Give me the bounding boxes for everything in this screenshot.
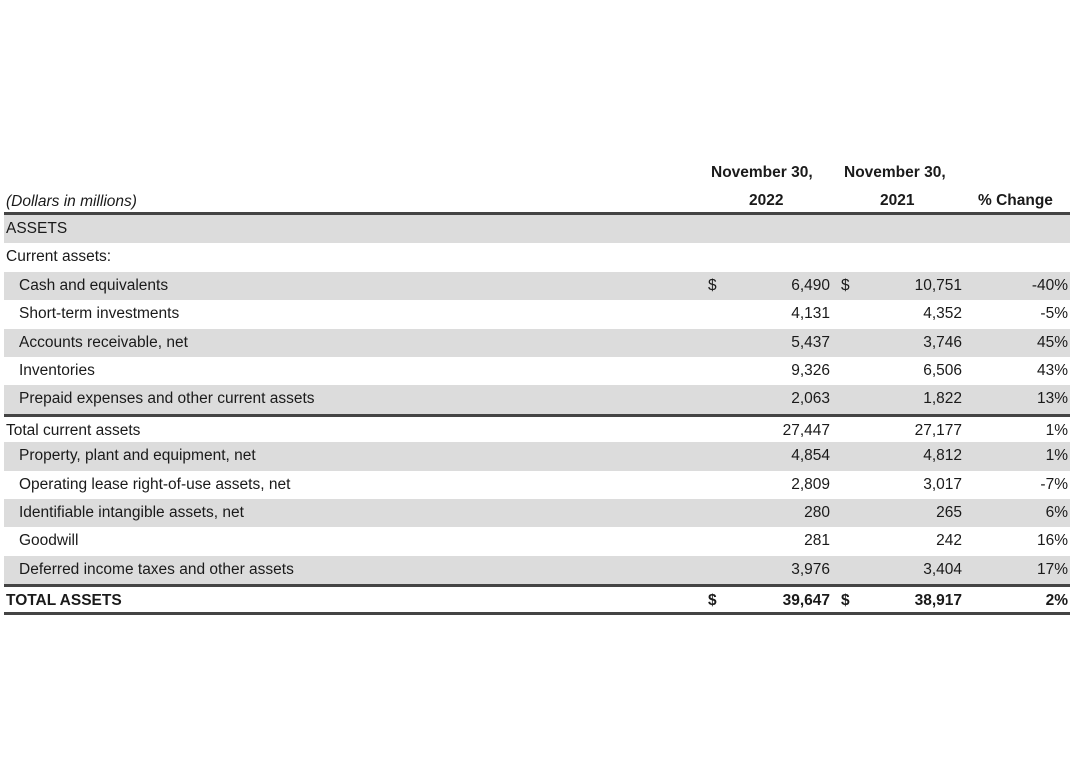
row-label: Total current assets bbox=[6, 421, 141, 439]
pct-change: 43% bbox=[1036, 361, 1068, 379]
row-label: Inventories bbox=[19, 361, 95, 379]
col-2022-header-line1: November 30, bbox=[711, 164, 813, 181]
subheading-current-assets bbox=[4, 243, 1070, 271]
pct-change: 17% bbox=[1036, 560, 1068, 578]
value-2022: 27,447 bbox=[782, 421, 830, 439]
unit-label: (Dollars in millions) bbox=[6, 193, 137, 210]
col-2022-header-line2: 2022 bbox=[749, 192, 784, 209]
value-2022: 39,647 bbox=[782, 592, 830, 610]
pct-change: -7% bbox=[1040, 475, 1068, 493]
row-label: Deferred income taxes and other assets bbox=[19, 560, 294, 578]
table-row bbox=[4, 442, 1070, 470]
dollar-sign: $ bbox=[708, 592, 717, 610]
table-row bbox=[4, 499, 1070, 527]
row-label: Accounts receivable, net bbox=[19, 333, 188, 351]
pct-change: -5% bbox=[1040, 305, 1068, 323]
value-2021: 4,352 bbox=[923, 305, 962, 323]
table-row bbox=[4, 527, 1070, 555]
pct-change: 2% bbox=[1045, 592, 1068, 610]
value-2021: 38,917 bbox=[914, 592, 962, 610]
pct-change: 13% bbox=[1036, 390, 1068, 408]
pct-change: 16% bbox=[1036, 532, 1068, 550]
value-2021: 10,751 bbox=[914, 276, 962, 294]
row-label: Short-term investments bbox=[19, 305, 180, 323]
value-2022: 4,131 bbox=[791, 305, 830, 323]
value-2022: 2,809 bbox=[791, 475, 830, 493]
value-2022: 9,326 bbox=[791, 361, 830, 379]
col-2021-header-line1: November 30, bbox=[844, 164, 946, 181]
value-2021: 3,404 bbox=[923, 560, 962, 578]
pct-change: -40% bbox=[1031, 276, 1068, 294]
row-label: Property, plant and equipment, net bbox=[19, 447, 256, 465]
dollar-sign: $ bbox=[708, 276, 717, 294]
value-2021: 1,822 bbox=[923, 390, 962, 408]
section-heading-assets bbox=[4, 215, 1070, 243]
dollar-sign: $ bbox=[841, 276, 850, 294]
row-label: Cash and equivalents bbox=[19, 276, 169, 294]
row-label: Current assets: bbox=[6, 248, 112, 266]
col-pct-change-header: % Change bbox=[978, 192, 1053, 209]
pct-change: 45% bbox=[1036, 333, 1068, 351]
table-row bbox=[4, 385, 1070, 413]
value-2021: 4,812 bbox=[923, 447, 962, 465]
value-2022: 281 bbox=[804, 532, 830, 550]
value-2021: 3,017 bbox=[923, 475, 962, 493]
table-row bbox=[4, 300, 1070, 328]
value-2022: 6,490 bbox=[791, 276, 830, 294]
value-2022: 2,063 bbox=[791, 390, 830, 408]
balance-sheet-table bbox=[4, 160, 1070, 615]
total-current-assets-row bbox=[4, 414, 1070, 442]
value-2022: 5,437 bbox=[791, 333, 830, 351]
value-2022: 3,976 bbox=[791, 560, 830, 578]
pct-change: 1% bbox=[1045, 447, 1068, 465]
row-label: TOTAL ASSETS bbox=[6, 592, 122, 610]
total-assets-row bbox=[4, 584, 1070, 612]
pct-change: 1% bbox=[1045, 421, 1068, 439]
row-label: Identifiable intangible assets, net bbox=[19, 503, 244, 521]
table-row bbox=[4, 471, 1070, 499]
row-label: ASSETS bbox=[6, 220, 68, 237]
table-row bbox=[4, 329, 1070, 357]
table-header bbox=[4, 160, 1070, 212]
row-label: Prepaid expenses and other current assets bbox=[19, 390, 315, 408]
value-2021: 242 bbox=[936, 532, 962, 550]
table-row bbox=[4, 357, 1070, 385]
row-label: Operating lease right-of-use assets, net bbox=[19, 475, 291, 493]
value-2021: 6,506 bbox=[923, 361, 962, 379]
pct-change: 6% bbox=[1045, 503, 1068, 521]
value-2021: 3,746 bbox=[923, 333, 962, 351]
dollar-sign: $ bbox=[841, 592, 850, 610]
value-2022: 4,854 bbox=[791, 447, 830, 465]
value-2021: 265 bbox=[936, 503, 962, 521]
table-row bbox=[4, 272, 1070, 300]
row-label: Goodwill bbox=[19, 532, 79, 550]
col-2021-header-line2: 2021 bbox=[880, 192, 915, 209]
bottom-divider bbox=[4, 612, 1070, 615]
table-row bbox=[4, 556, 1070, 584]
value-2022: 280 bbox=[804, 503, 830, 521]
value-2021: 27,177 bbox=[914, 421, 962, 439]
